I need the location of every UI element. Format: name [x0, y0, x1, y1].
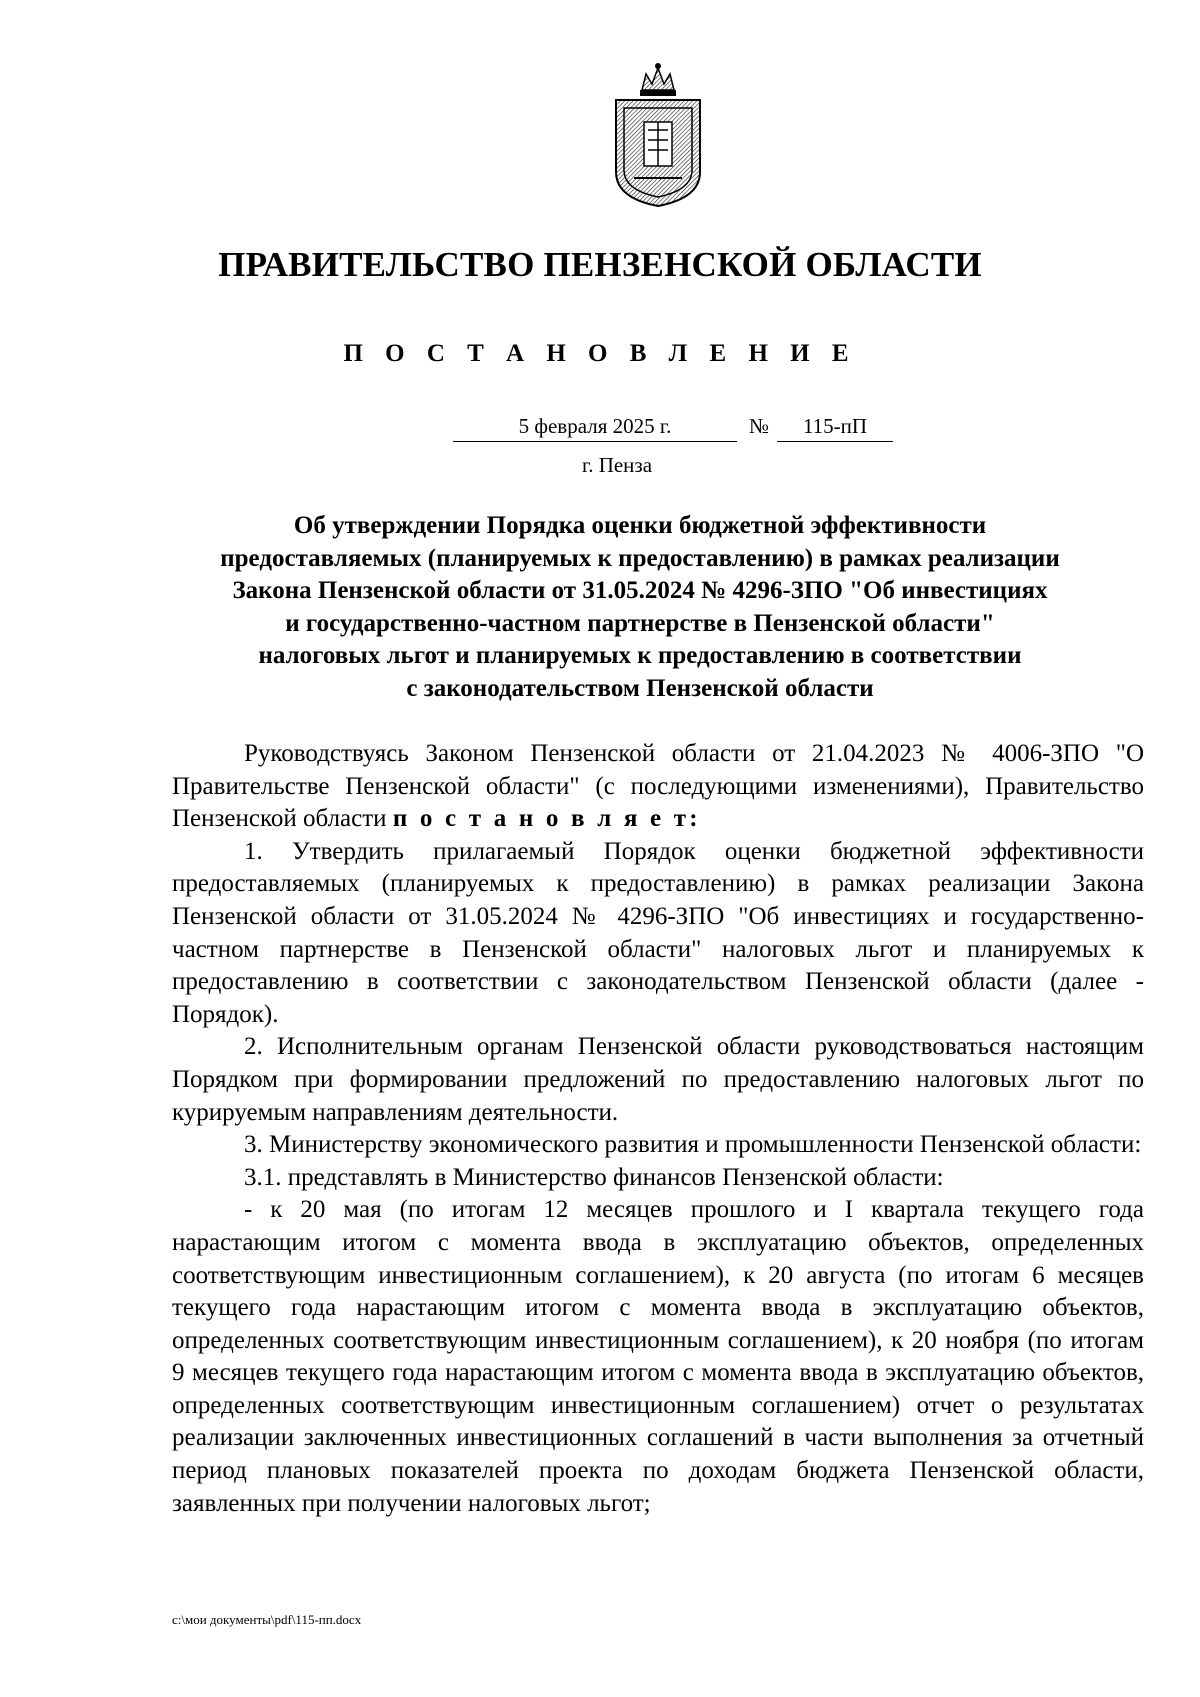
- coat-of-arms-emblem: [610, 60, 706, 208]
- document-date: 5 февраля 2025 г.: [453, 414, 737, 442]
- paragraph-3: 3. Министерству экономического развития и промышленности Пензенской области:: [244, 1131, 1142, 1159]
- title-line: налоговых льгот и планируемых к предоставлению в соответствии: [258, 642, 1022, 669]
- preamble-paragraph: [172, 738, 1144, 836]
- date-number-line: [453, 414, 893, 446]
- paragraph-3-1-item: - к 20 мая (по итогам 12 месяцев прошлого и I квартала текущего года нарастающим итогом с момента ввода в эксплуатацию объектов, определенных соответствующим инвестиционным соглашением), к 20 августа (по итогам 6 месяцев текущего года нарастающим итогом с момента ввода в эксплуатацию объектов, определенных соответствующим инвестиционным соглашением), к 20 ноября (по итогам 9 месяцев текущего года нарастающим итогом с момента ввода в эксплуатацию объектов, определенных соответствующим инвестиционным соглашением) отчет о результатах реализации заключенных инвестиционных соглашений в части выполнения за отчетный период плановых показателей проекта по доходам бюджета Пензенской области, заявленных при получении налоговых льгот;: [172, 1196, 1144, 1517]
- title-line: предоставляемых (планируемых к предоставлению) в рамках реализации: [220, 544, 1060, 572]
- paragraph-3-1: 3.1. представлять в Министерство финансов Пензенской области:: [244, 1163, 944, 1191]
- title-line: Закона Пензенской области от 31.05.2024 № 4296-ЗПО "Об инвестициях: [232, 577, 1048, 604]
- resolves-word: п о с т а н о в л я е т:: [392, 805, 701, 833]
- title-line: с законодательством Пензенской области: [406, 674, 874, 702]
- document-type: П О С Т А Н О В Л Е Н И Е: [343, 340, 857, 367]
- footer-file-path: c:\мои документы\pdf\115-пп.docx: [172, 1612, 362, 1627]
- number-sign: №: [749, 414, 770, 438]
- city: г. Пенза: [581, 453, 653, 477]
- title-line: и государственно-частном партнерстве в Пензенской области": [285, 609, 995, 637]
- organization-heading: ПРАВИТЕЛЬСТВО ПЕНЗЕНСКОЙ ОБЛАСТИ: [218, 245, 982, 284]
- document-number: 115-пП: [777, 414, 893, 442]
- title-line: Об утверждении Порядка оценки бюджетной эффективности: [293, 512, 987, 539]
- paragraph-2: 2. Исполнительным органам Пензенской области руководствоваться настоящим Порядком при формировании предложений по предоставлению налоговых льгот по курируемым направлениям деятельности.: [172, 1033, 1144, 1126]
- document-title: [160, 510, 1120, 705]
- paragraph-1: 1. Утвердить прилагаемый Порядок оценки бюджетной эффективности предоставляемых (планируемых к предоставлению) в рамках реализации Закона Пензенской области от 31.05.2024 № 4296-ЗПО "Об инвестициях и государственно-частном партнерстве в Пензенской области" налоговых льгот и планируемых к предоставлению в соответствии с законодательством Пензенской области (далее - Порядок).: [172, 837, 1144, 1028]
- document-body: [172, 738, 1144, 1520]
- preamble-text: Руководствуясь Законом Пензенской области от 21.04.2023 № 4006-ЗПО "О Правительстве Пензенской области" (с последующими изменениями), Правительство Пензенской области: [172, 740, 1144, 833]
